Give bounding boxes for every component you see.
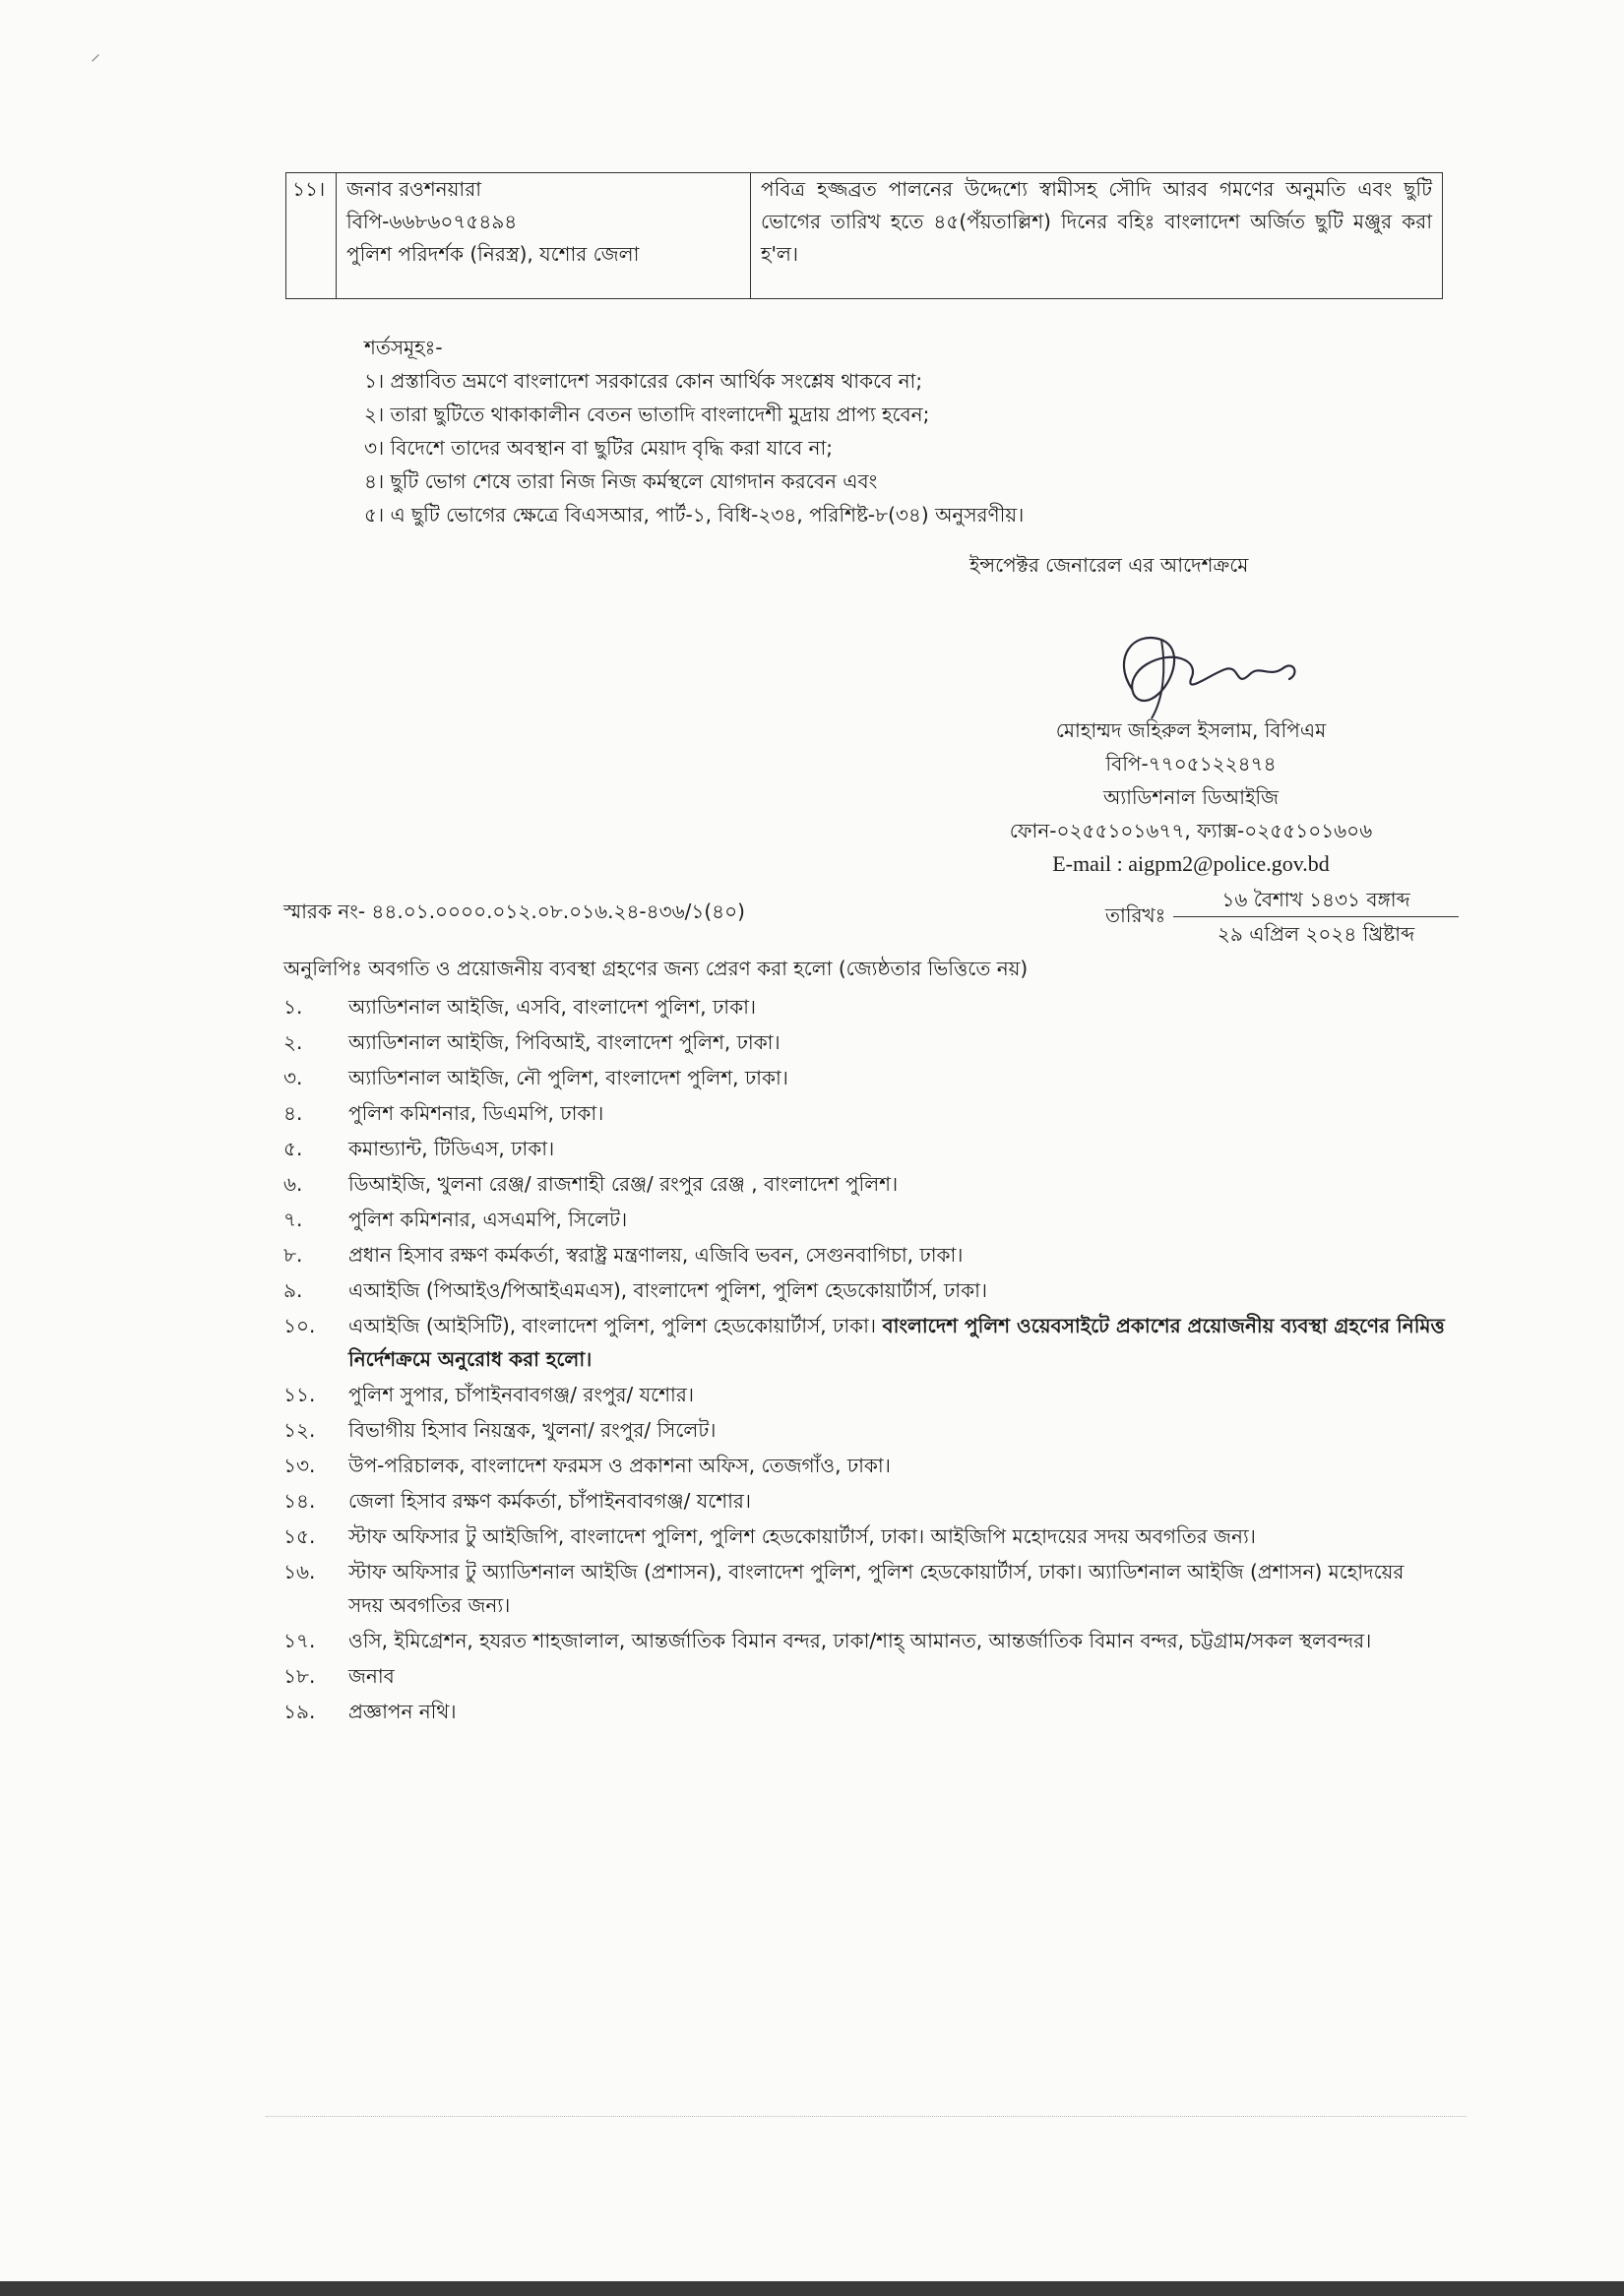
handwritten-signature <box>1093 620 1309 728</box>
condition-item: ২। তারা ছুটিতে থাকাকালীন বেতন ভাতাদি বাংলাদেশী মুদ্রায় প্রাপ্য হবেন; <box>364 403 930 426</box>
list-item-number: ১১. <box>283 1383 316 1406</box>
list-item <box>283 1096 1445 1130</box>
officer-bp-number: বিপি-৬৬৮৬০৭৫৪৯৪ <box>346 210 518 233</box>
list-item-number: ২. <box>283 1030 303 1054</box>
list-item <box>283 1659 1445 1693</box>
list-item-number: ৬. <box>283 1172 303 1196</box>
list-item-text: প্রজ্ঞাপন নথি। <box>348 1700 457 1723</box>
signatory-name: মোহাম্মদ জহিরুল ইসলাম, বিপিএম <box>1055 718 1327 742</box>
date-divider <box>1173 916 1459 917</box>
list-item <box>283 1273 1445 1307</box>
date-english: ২৯ এপ্রিল ২০২৪ খ্রিষ্টাব্দ <box>1217 922 1415 946</box>
signatory-bp: বিপি-৭৭০৫১২২৪৭৪ <box>1105 752 1277 776</box>
list-item-text: জেলা হিসাব রক্ষণ কর্মকর্তা, চাঁপাইনবাবগঞ্জ/ যশোর। <box>348 1489 752 1513</box>
list-item <box>283 1378 1445 1411</box>
list-item-number: ১. <box>283 995 303 1019</box>
list-item-number: ৫. <box>283 1137 303 1160</box>
list-item-text: স্টাফ অফিসার টু অ্যাডিশনাল আইজি (প্রশাসন), বাংলাদেশ পুলিশ, পুলিশ হেডকোয়ার্টার্স, ঢাকা। অ্যাডিশনাল আইজি (প্রশাসন) মহোদয়ের সদয় অবগতির জন্য। <box>348 1560 1405 1617</box>
signatory-designation: অ্যাডিশনাল ডিআইজি <box>1103 785 1279 809</box>
list-item-number: ১২. <box>283 1418 316 1442</box>
list-item-text: পুলিশ কমিশনার, ডিএমপি, ঢাকা। <box>348 1101 604 1125</box>
list-item-text: স্টাফ অফিসার টু আইজিপি, বাংলাদেশ পুলিশ, পুলিশ হেডকোয়ার্টার্স, ঢাকা। আইজিপি মহোদয়ের সদয় অবগতির জন্য। <box>348 1524 1256 1548</box>
signatory-phone-fax: ফোন-০২৫৫১০১৬৭৭, ফ্যাক্স-০২৫৫১০১৬০৬ <box>1009 819 1373 842</box>
list-item-number: ১৫. <box>283 1524 316 1548</box>
list-item-number: ১৬. <box>283 1560 316 1583</box>
list-item-text: অ্যাডিশনাল আইজি, নৌ পুলিশ, বাংলাদেশ পুলিশ, ঢাকা। <box>348 1066 788 1089</box>
list-item-number: ৪. <box>283 1101 303 1125</box>
list-item <box>283 990 1445 1024</box>
list-item <box>283 1484 1445 1518</box>
officer-cell <box>337 173 751 299</box>
list-item-number: ১৮. <box>283 1664 316 1688</box>
list-item-number: ৭. <box>283 1208 303 1231</box>
officer-name: জনাব রওশনয়ারা <box>346 177 481 201</box>
list-item <box>283 1061 1445 1094</box>
list-item <box>283 1555 1445 1622</box>
list-item-number: ৩. <box>283 1066 303 1089</box>
list-item <box>283 1449 1445 1482</box>
signature-block <box>955 714 1427 881</box>
leave-table <box>285 172 1443 299</box>
conditions-title: শর্তসমূহঃ- <box>364 336 443 359</box>
list-item <box>283 1413 1445 1447</box>
list-item <box>283 1520 1445 1553</box>
list-item-text: কমান্ড্যান্ট, টিডিএস, ঢাকা। <box>348 1137 555 1160</box>
list-item-text: পুলিশ কমিশনার, এসএমপি, সিলেট। <box>348 1208 628 1231</box>
list-item-bold-request: বাংলাদেশ পুলিশ ওয়েবসাইটে প্রকাশের প্রয়োজনীয় ব্যবস্থা গ্রহণের নিমিত্ত নির্দেশক্রমে অনুরোধ করা হলো। <box>348 1314 1445 1371</box>
list-item-text: উপ-পরিচালক, বাংলাদেশ ফরমস ও প্রকাশনা অফিস, তেজগাঁও, ঢাকা। <box>348 1454 891 1477</box>
date-label: তারিখঃ <box>1105 903 1166 927</box>
condition-item: ৫। এ ছুটি ভোগের ক্ষেত্রে বিএসআর, পার্ট-১, বিধি-২৩৪, পরিশিষ্ট-৮(৩৪) অনুসরণীয়। <box>364 503 1025 527</box>
list-item-number: ১৩. <box>283 1454 316 1477</box>
list-item-number: ৮. <box>283 1243 303 1267</box>
list-item-number: ১৪. <box>283 1489 316 1513</box>
list-item-plain-text: এআইজি (আইসিটি), বাংলাদেশ পুলিশ, পুলিশ হেডকোয়ার্টার্স, ঢাকা। <box>348 1314 883 1337</box>
list-item <box>283 1238 1445 1272</box>
list-item-text: এআইজি (পিআইও/পিআইএমএস), বাংলাদেশ পুলিশ, পুলিশ হেডকোয়ার্টার্স, ঢাকা। <box>348 1278 988 1302</box>
list-item <box>283 1309 1445 1376</box>
list-item-text: অ্যাডিশনাল আইজি, এসবি, বাংলাদেশ পুলিশ, ঢাকা। <box>348 995 757 1019</box>
list-item-number: ১০. <box>283 1314 316 1337</box>
serial-cell: ১১। <box>286 173 337 299</box>
officer-designation: পুলিশ পরিদর্শক (নিরস্ত্র), যশোর জেলা <box>346 242 640 266</box>
condition-item: ৪। ছুটি ভোগ শেষে তারা নিজ নিজ কর্মস্থলে যোগদান করবেন এবং <box>364 469 878 493</box>
leave-description: পবিত্র হজ্জব্রত পালনের উদ্দেশ্যে স্বামীসহ সৌদি আরব গমণের অনুমতি এবং ছুটি ভোগের তারিখ হতে ৪৫(পঁয়তাল্লিশ) দিনের বহিঃ বাংলাদেশ অর্জিত ছুটি মঞ্জুর করা হ'ল। <box>751 173 1443 299</box>
signatory-email: E-mail : aigpm2@police.gov.bd <box>1052 851 1330 876</box>
list-item-text: প্রধান হিসাব রক্ষণ কর্মকর্তা, স্বরাষ্ট্র মন্ত্রণালয়, এজিবি ভবন, সেগুনবাগিচা, ঢাকা। <box>348 1243 964 1267</box>
list-item-text <box>348 1309 1445 1376</box>
memo-number: স্মারক নং- ৪৪.০১.০০০০.০১২.০৮.০১৬.২৪-৪৩৬/১(৪০) <box>283 900 745 923</box>
list-item-number: ৯. <box>283 1278 303 1302</box>
list-item <box>283 1203 1445 1236</box>
conditions-section <box>364 331 1024 531</box>
list-item <box>283 1132 1445 1165</box>
list-item-number: ১৯. <box>283 1700 316 1723</box>
list-item <box>283 1624 1445 1657</box>
scan-artifact: ⸝ <box>91 41 100 65</box>
condition-item: ১। প্রস্তাবিত ভ্রমণে বাংলাদেশ সরকারের কোন আর্থিক সংশ্লেষ থাকবে না; <box>364 369 923 393</box>
condition-item: ৩। বিদেশে তাদের অবস্থান বা ছুটির মেয়াদ বৃদ্ধি করা যাবে না; <box>364 436 834 460</box>
list-item <box>283 1167 1445 1201</box>
list-item-text: জনাব <box>348 1664 395 1688</box>
scan-edge-bar <box>0 2281 1624 2296</box>
table-row <box>286 173 1443 299</box>
list-item <box>283 1025 1445 1059</box>
list-item-text: অ্যাডিশনাল আইজি, পিবিআই, বাংলাদেশ পুলিশ, ঢাকা। <box>348 1030 781 1054</box>
footer-divider <box>266 2116 1467 2117</box>
list-item-text: ডিআইজি, খুলনা রেঞ্জ/ রাজশাহী রেঞ্জ/ রংপুর রেঞ্জ , বাংলাদেশ পুলিশ। <box>348 1172 899 1196</box>
list-item-text: পুলিশ সুপার, চাঁপাইনবাবগঞ্জ/ রংপুর/ যশোর। <box>348 1383 694 1406</box>
list-item-number: ১৭. <box>283 1629 316 1652</box>
list-item-text: বিভাগীয় হিসাব নিয়ন্ত্রক, খুলনা/ রংপুর/ সিলেট। <box>348 1418 717 1442</box>
copy-list <box>283 990 1445 1730</box>
list-item-text: ওসি, ইমিগ্রেশন, হযরত শাহজালাল, আন্তর্জাতিক বিমান বন্দর, ঢাকা/শাহ্ আমানত, আন্তর্জাতিক বিমান বন্দর, চট্টগ্রাম/সকল স্থলবন্দর। <box>348 1629 1372 1652</box>
copy-intro: অনুলিপিঃ অবগতি ও প্রয়োজনীয় ব্যবস্থা গ্রহণের জন্য প্রেরণ করা হলো (জ্যেষ্ঠতার ভিত্তিতে নয়) <box>283 957 1029 980</box>
order-line: ইন্সপেক্টর জেনারেল এর আদেশক্রমে <box>969 553 1249 577</box>
date-bangla: ১৬ বৈশাখ ১৪৩১ বঙ্গাব্দ <box>1221 888 1410 911</box>
list-item <box>283 1695 1445 1728</box>
